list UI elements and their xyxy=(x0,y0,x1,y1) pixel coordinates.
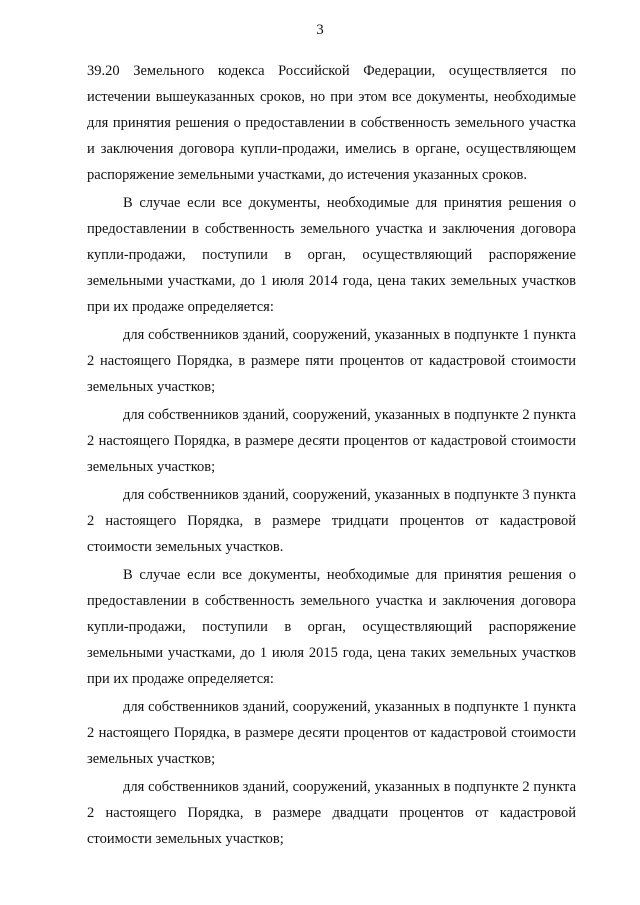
paragraph: для собственников зданий, сооружений, указанных в подпункте 1 пункта 2 настоящего Порядка, в размере десяти процентов от кадастровой стоимости земельных участков; xyxy=(87,699,576,767)
paragraph: В случае если все документы, необходимые для принятия решения о предоставлении в собственность земельного участка и заключения договора купли-продажи, поступили в орган, осуществляющий распоряжение земельными участками, до 1 июля 2015 года, цена таких земельных участков при их продаже определяется: xyxy=(87,567,576,687)
paragraph: для собственников зданий, сооружений, указанных в подпункте 1 пункта 2 настоящего Порядка, в размере пяти процентов от кадастровой стоимости земельных участков; xyxy=(87,327,576,395)
paragraph: 39.20 Земельного кодекса Российской Федерации, осуществляется по истечении вышеуказанных сроков, но при этом все документы, необходимые для принятия решения о предоставлении в собственность земельного участка и заключения договора купли-продажи, имелись в органе, осуществляющем распоряжение земельными участками, до истечения указанных сроков. xyxy=(87,63,576,183)
paragraph: В случае если все документы, необходимые для принятия решения о предоставлении в собственность земельного участка и заключения договора купли-продажи, поступили в орган, осуществляющий распоряжение земельными участками, до 1 июля 2014 года, цена таких земельных участков при их продаже определяется: xyxy=(87,195,576,315)
page-number: 3 xyxy=(316,22,324,38)
paragraph: для собственников зданий, сооружений, указанных в подпункте 2 пункта 2 настоящего Порядка, в размере двадцати процентов от кадастровой стоимости земельных участков; xyxy=(87,779,576,847)
document-body xyxy=(87,58,576,854)
paragraph: для собственников зданий, сооружений, указанных в подпункте 3 пункта 2 настоящего Порядка, в размере тридцати процентов от кадастровой стоимости земельных участков. xyxy=(87,487,576,555)
paragraph: для собственников зданий, сооружений, указанных в подпункте 2 пункта 2 настоящего Порядка, в размере десяти процентов от кадастровой стоимости земельных участков; xyxy=(87,407,576,475)
